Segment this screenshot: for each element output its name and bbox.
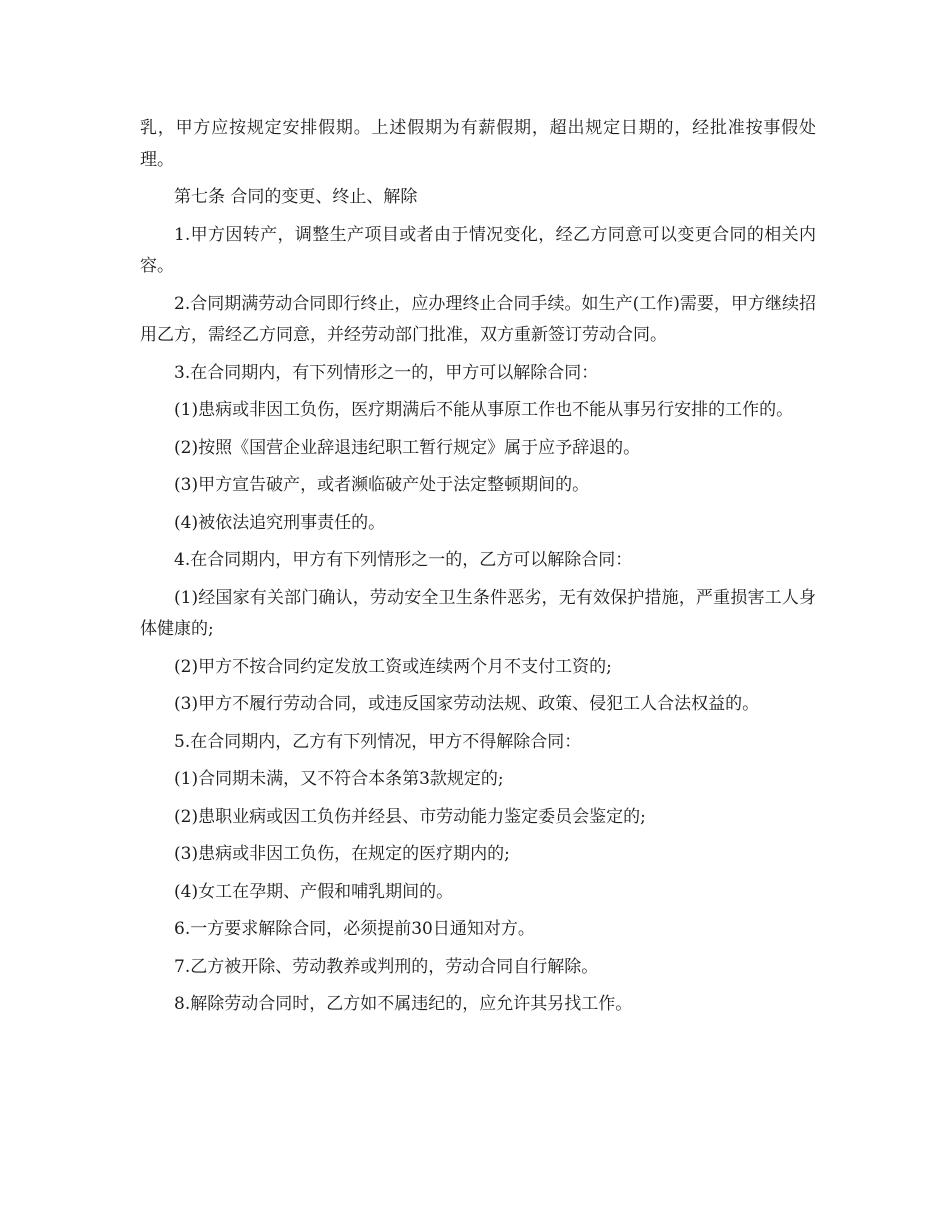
clause-3-item-3: (3)甲方宣告破产，或者濒临破产处于法定整顿期间的。 xyxy=(174,475,590,495)
clause-4: 4.在合同期内，甲方有下列情形之一的，乙方可以解除合同： xyxy=(174,550,633,570)
clause-4-item-2: (2)甲方不按合同约定发放工资或连续两个月不支付工资的; xyxy=(174,656,612,677)
document-body xyxy=(140,113,816,1021)
clause-3-item-2: (2)按照《国营企业辞退违纪职工暂行规定》属于应予辞退的。 xyxy=(174,437,641,458)
clause-5-item-3: (3)患病或非因工负伤，在规定的医疗期内的; xyxy=(174,844,510,864)
clause-3-item-1: (1)患病或非因工负伤，医疗期满后不能从事原工作也不能从事另行安排的工作的。 xyxy=(174,400,794,420)
clause-5-item-4: (4)女工在孕期、产假和哺乳期间的。 xyxy=(174,881,454,902)
clause-3-item-4: (4)被依法追究刑事责任的。 xyxy=(174,512,386,533)
clause-1: 1.甲方因转产，调整生产项目或者由于情况变化，经乙方同意可以变更合同的相关内容。 xyxy=(140,224,816,276)
clause-3: 3.在合同期内，有下列情形之一的，甲方可以解除合同： xyxy=(174,362,599,383)
clause-4-item-3: (3)甲方不履行劳动合同，或违反国家劳动法规、政策、侵犯工人合法权益的。 xyxy=(174,694,760,714)
clause-6: 6.一方要求解除合同，必须提前30日通知对方。 xyxy=(174,919,535,939)
clause-5-item-2: (2)患职业病或因工负伤并经县、市劳动能力鉴定委员会鉴定的; xyxy=(174,806,646,827)
clause-8: 8.解除劳动合同时，乙方如不属违纪的，应允许其另找工作。 xyxy=(174,994,633,1014)
clause-4-item-1: (1)经国家有关部门确认，劳动安全卫生条件恶劣，无有效保护措施，严重损害工人身体健康的; xyxy=(140,587,816,639)
clause-2: 2.合同期满劳动合同即行终止，应办理终止合同手续。如生产(工作)需要，甲方继续招用乙方，需经乙方同意，并经劳动部门批准，双方重新签订劳动合同。 xyxy=(140,293,816,345)
paragraph-continuation: 乳，甲方应按规定安排假期。上述假期为有薪假期，超出规定日期的，经批准按事假处理。 xyxy=(140,118,816,170)
clause-7: 7.乙方被开除、劳动教养或判刑的，劳动合同自行解除。 xyxy=(174,956,599,977)
clause-5: 5.在合同期内，乙方有下列情况，甲方不得解除合同： xyxy=(174,731,582,752)
clause-5-item-1: (1)合同期未满，又不符合本条第3款规定的; xyxy=(174,769,504,789)
section-heading-article-7: 第七条 合同的变更、终止、解除 xyxy=(174,187,418,207)
